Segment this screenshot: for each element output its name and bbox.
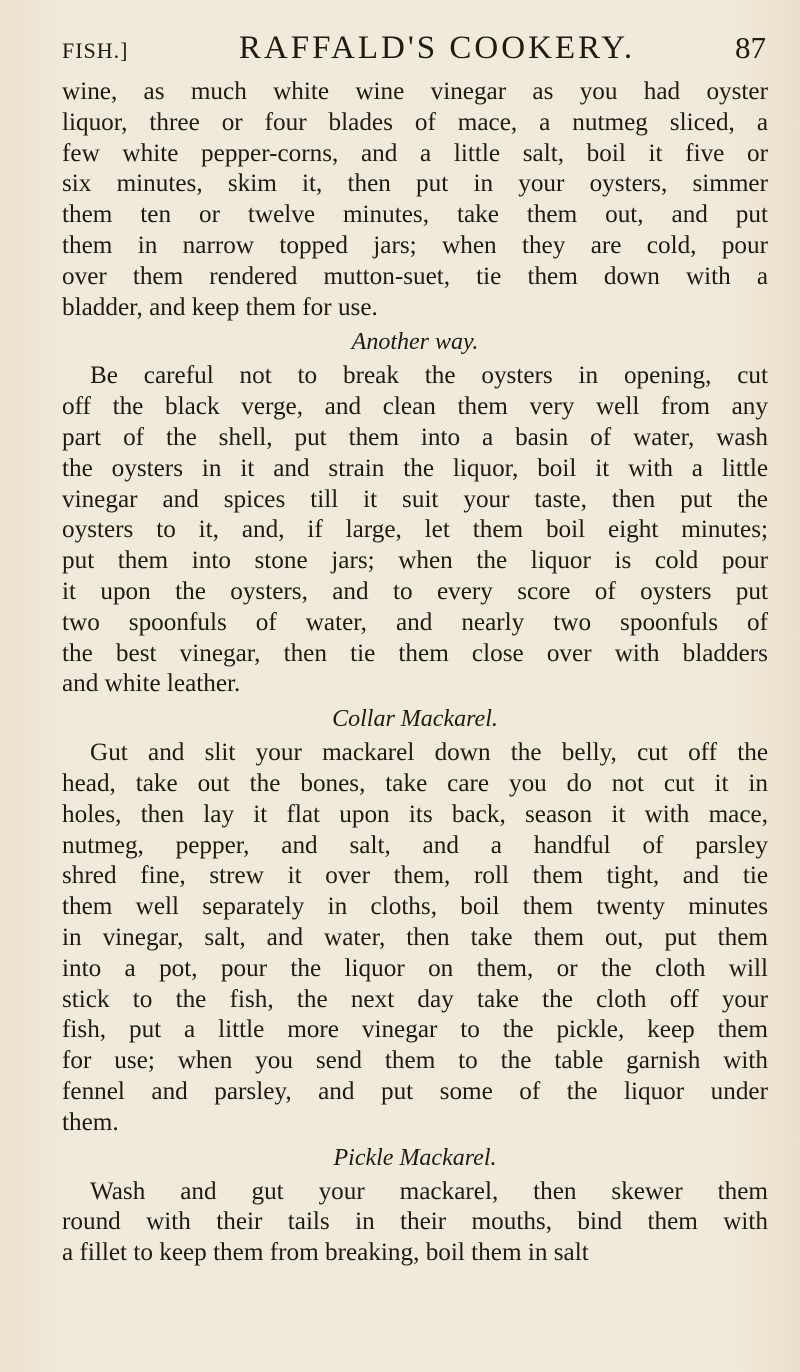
text-line: two spoonfuls of water, and nearly two spoonfuls of: [62, 608, 768, 636]
text-line: and white leather.: [62, 670, 241, 698]
text-line: put them into stone jars; when the liquor is cold pour: [62, 547, 768, 575]
text-line: shred fine, strew it over them, roll them tight, and tie: [62, 862, 768, 890]
text-line: bladder, and keep them for use.: [62, 293, 378, 321]
text-line: wine, as much white wine vinegar as you had oyster: [62, 78, 768, 105]
text-line: head, take out the bones, take care you do not cut it in: [62, 769, 768, 797]
text-line: few white pepper-corns, and a little salt, boil it five or: [62, 139, 768, 167]
text-line: vinegar and spices till it suit your taste, then put the: [62, 485, 768, 513]
text-line: them ten or twelve minutes, take them out, and put: [62, 201, 768, 229]
text-line: fennel and parsley, and put some of the liquor under: [62, 1077, 768, 1105]
text-line: into a pot, pour the liquor on them, or the cloth will: [62, 954, 768, 982]
text-line: liquor, three or four blades of mace, a nutmeg sliced, a: [62, 108, 768, 136]
text-line: for use; when you send them to the table garnish with: [62, 1047, 768, 1075]
text-line: over them rendered mutton-suet, tie them down with a: [62, 262, 768, 290]
text-line: them well separately in cloths, boil them twenty minutes: [62, 893, 768, 921]
text-line: off the black verge, and clean them very well from any: [62, 393, 768, 421]
text-line: the best vinegar, then tie them close over with bladders: [62, 639, 768, 667]
text-line: stick to the fish, the next day take the cloth off your: [62, 985, 768, 1013]
text-line: holes, then lay it flat upon its back, season it with mace,: [62, 800, 768, 828]
recipe-heading: Another way.: [351, 329, 479, 356]
page-number: 87: [735, 30, 766, 65]
text-line: Wash and gut your mackarel, then skewer them: [90, 1177, 768, 1205]
text-line: a fillet to keep them from breaking, boil them in salt: [62, 1239, 589, 1267]
text-line: six minutes, skim it, then put in your oysters, simmer: [62, 170, 768, 198]
running-header: [62, 28, 766, 68]
text-line: Gut and slit your mackarel down the belly, cut off the: [90, 739, 768, 767]
text-line: fish, put a little more vinegar to the pickle, keep them: [62, 1016, 768, 1044]
text-line: the oysters in it and strain the liquor, boil it with a little: [62, 454, 768, 482]
running-title: RAFFALD'S COOKERY.: [238, 30, 636, 66]
text-line: round with their tails in their mouths, bind them with: [62, 1208, 768, 1236]
text-line: them.: [62, 1108, 119, 1136]
body-text: [62, 77, 768, 1269]
recipe-heading: Collar Mackarel.: [332, 706, 498, 733]
text-line: part of the shell, put them into a basin of water, wash: [62, 423, 768, 451]
text-line: it upon the oysters, and to every score of oysters put: [62, 577, 768, 605]
recipe-heading: Pickle Mackarel.: [333, 1144, 497, 1171]
text-line: Be careful not to break the oysters in opening, cut: [90, 362, 768, 390]
text-line: them in narrow topped jars; when they are cold, pour: [62, 231, 768, 259]
section-label: FISH.]: [62, 38, 129, 63]
text-line: oysters to it, and, if large, let them boil eight minutes;: [62, 516, 768, 544]
text-line: in vinegar, salt, and water, then take them out, put them: [62, 923, 768, 951]
text-line: nutmeg, pepper, and salt, and a handful of parsley: [62, 831, 768, 859]
